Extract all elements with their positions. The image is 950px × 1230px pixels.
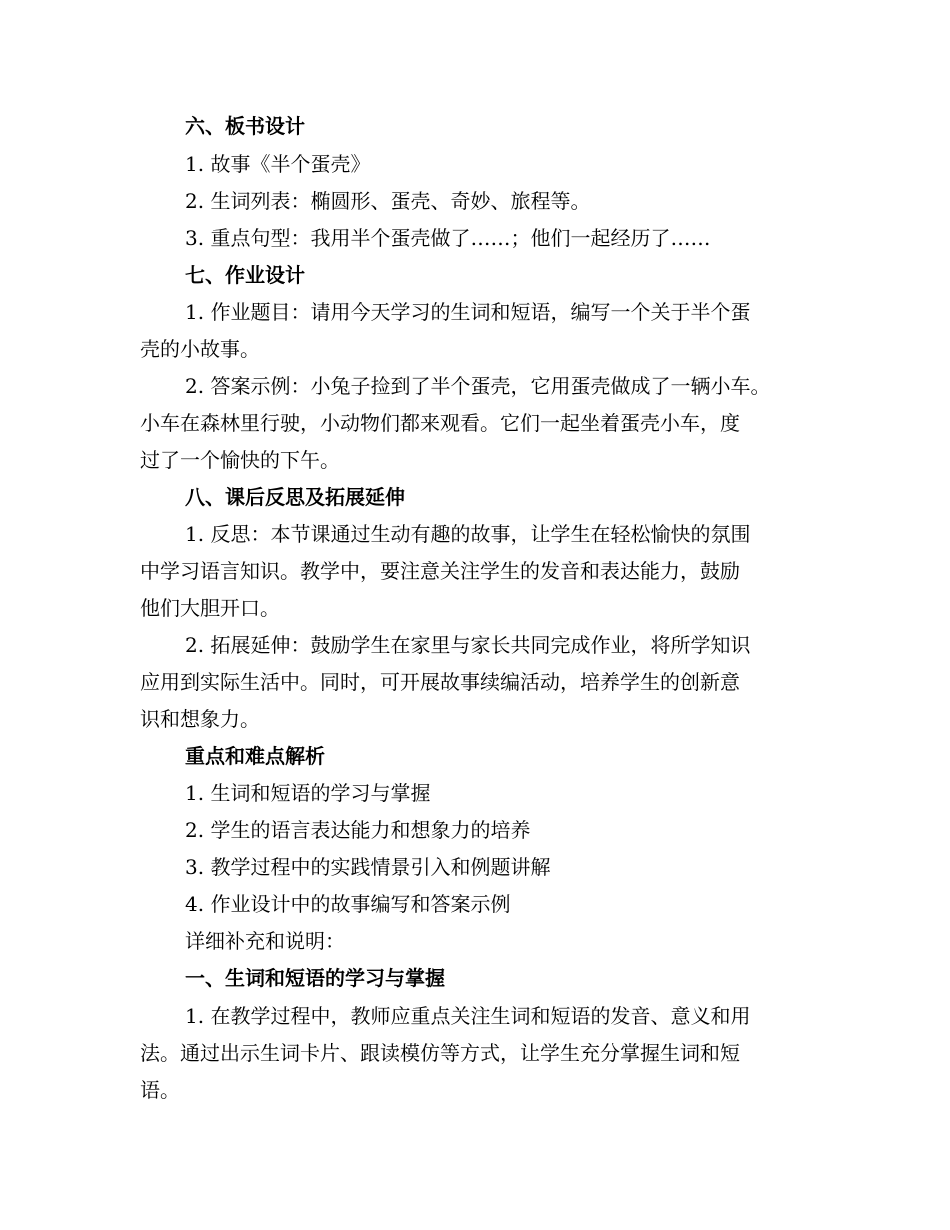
board-item-1: 1. 故事《半个蛋壳》	[185, 152, 371, 176]
board-item-2: 2. 生词列表：椭圆形、蛋壳、奇妙、旅程等。	[185, 189, 591, 213]
key-point-item-4: 4. 作业设计中的故事编写和答案示例	[185, 892, 511, 916]
vocabulary-item-1-cont-1: 法。通过出示生词卡片、跟读模仿等方式，让学生充分掌握生词和短	[140, 1041, 740, 1065]
section-heading-reflection: 八、课后反思及拓展延伸	[185, 485, 405, 509]
vocabulary-item-1-cont-2: 语。	[140, 1078, 180, 1102]
homework-item-1-cont: 壳的小故事。	[140, 337, 260, 361]
board-item-3: 3. 重点句型：我用半个蛋壳做了……；他们一起经历了……	[185, 226, 711, 250]
supplement-intro: 详细补充和说明：	[185, 929, 345, 953]
reflection-item-2-cont-1: 应用到实际生活中。同时，可开展故事续编活动，培养学生的创新意	[140, 670, 740, 694]
homework-item-2: 2. 答案示例：小兔子捡到了半个蛋壳，它用蛋壳做成了一辆小车。	[185, 374, 771, 398]
reflection-item-2-cont-2: 识和想象力。	[140, 707, 260, 731]
vocabulary-item-1: 1. 在教学过程中，教师应重点关注生词和短语的发音、意义和用	[185, 1004, 751, 1028]
homework-item-2-cont-2: 过了一个愉快的下午。	[140, 448, 340, 472]
reflection-item-1-cont-2: 他们大胆开口。	[140, 596, 280, 620]
key-point-item-2: 2. 学生的语言表达能力和想象力的培养	[185, 818, 531, 842]
reflection-item-1: 1. 反思：本节课通过生动有趣的故事，让学生在轻松愉快的氛围	[185, 522, 751, 546]
homework-item-2-cont-1: 小车在森林里行驶，小动物们都来观看。它们一起坐着蛋壳小车，度	[140, 411, 740, 435]
key-point-item-3: 3. 教学过程中的实践情景引入和例题讲解	[185, 855, 551, 879]
key-point-item-1: 1. 生词和短语的学习与掌握	[185, 781, 431, 805]
reflection-item-1-cont-1: 中学习语言知识。教学中，要注意关注学生的发音和表达能力，鼓励	[140, 559, 740, 583]
reflection-item-2: 2. 拓展延伸：鼓励学生在家里与家长共同完成作业，将所学知识	[185, 633, 751, 657]
homework-item-1: 1. 作业题目：请用今天学习的生词和短语，编写一个关于半个蛋	[185, 300, 751, 324]
section-heading-board-design: 六、板书设计	[185, 114, 305, 138]
section-heading-homework-design: 七、作业设计	[185, 263, 305, 287]
section-heading-key-points: 重点和难点解析	[185, 744, 325, 768]
section-heading-vocabulary: 一、生词和短语的学习与掌握	[185, 966, 445, 990]
